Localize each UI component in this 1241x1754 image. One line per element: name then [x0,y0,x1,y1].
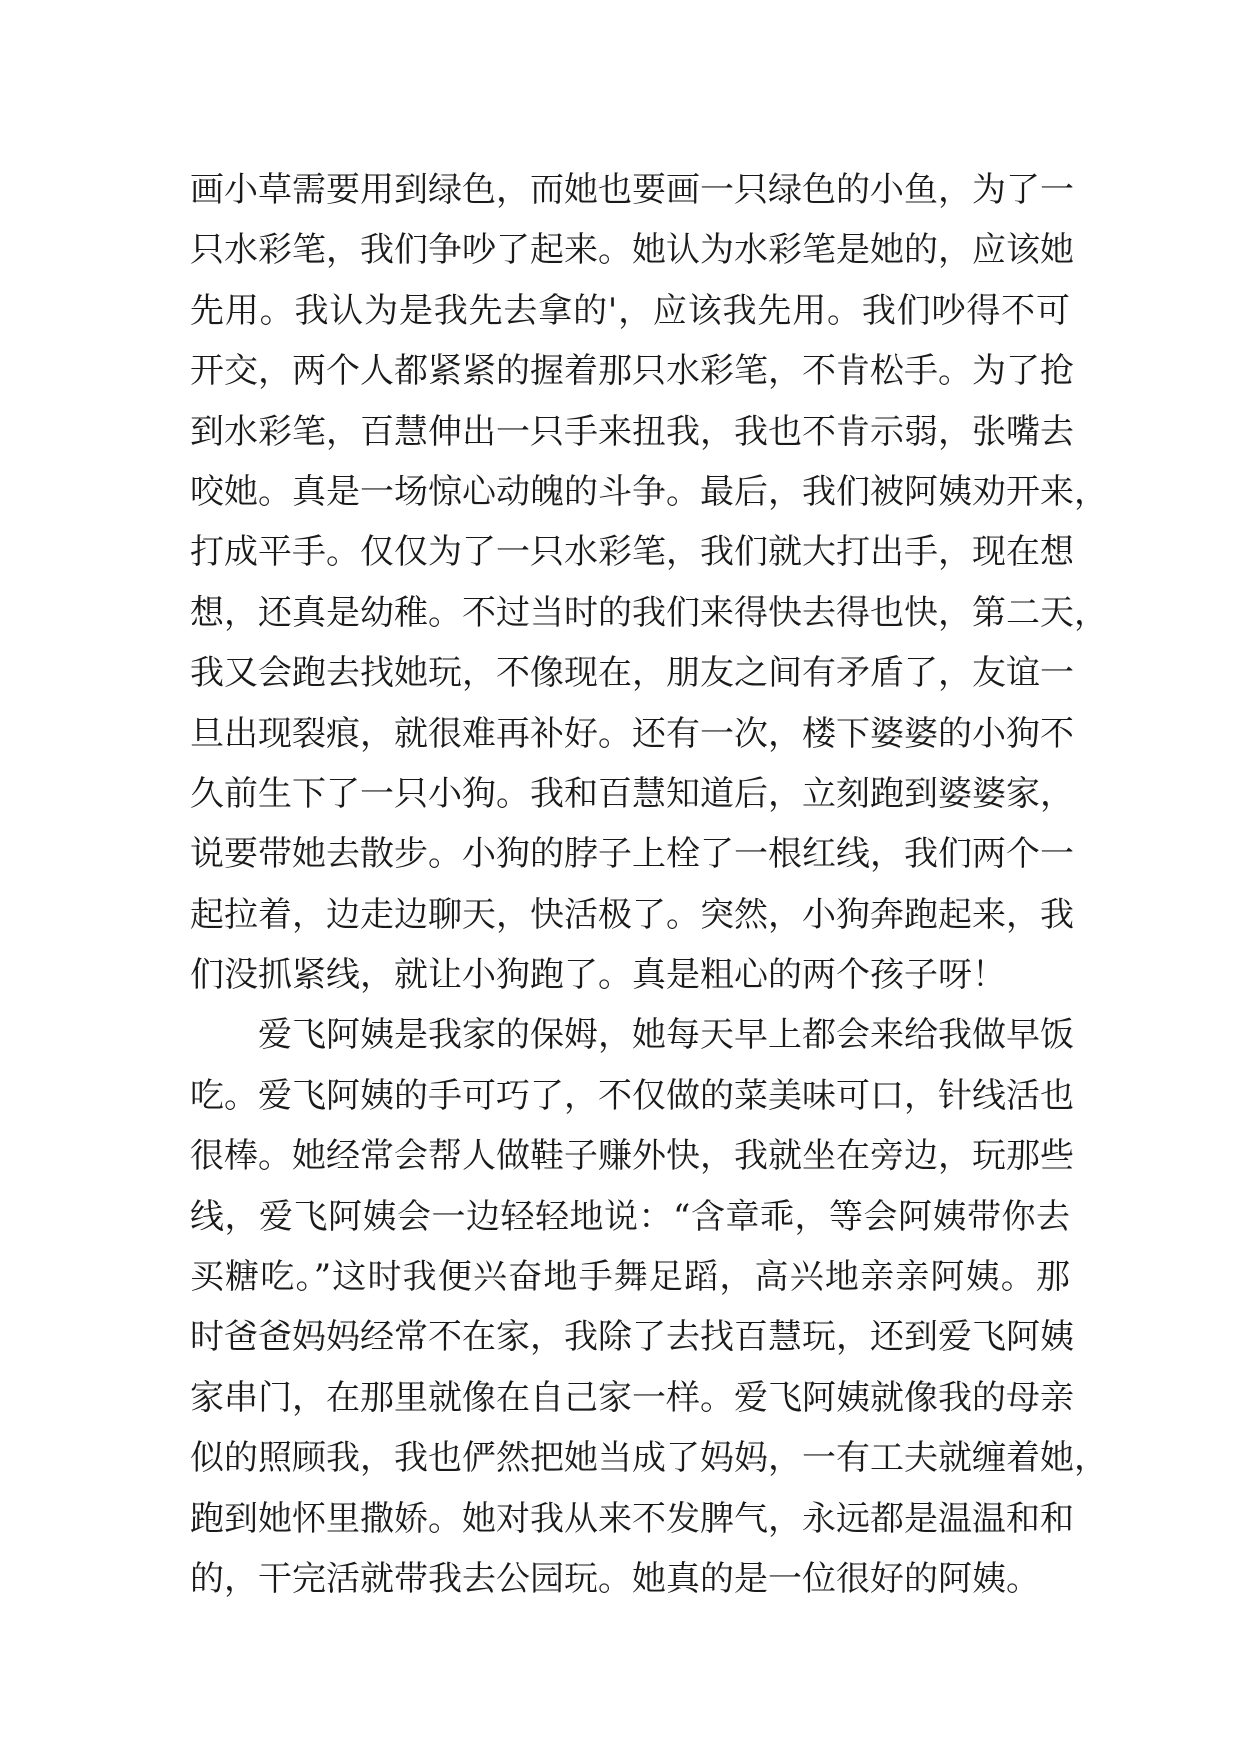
text-line: 的，干完活就带我去公园玩。她真的是一位很好的阿姨。 [190,1558,1040,1599]
text-line: 们没抓紧线，就让小狗跑了。真是粗心的两个孩子呀！ [190,955,1006,996]
text-line: 吃。爱飞阿姨的手可巧了，不仅做的菜美味可口，针线活也 [190,1075,1074,1116]
text-line: 打成平手。仅仅为了一只水彩笔，我们就大打出手，现在想 [190,532,1074,573]
text-line: 画小草需要用到绿色，而她也要画一只绿色的小鱼，为了一 [190,170,1074,210]
text-line: 说要带她去散步。小狗的脖子上栓了一根红线，我们两个一 [190,834,1074,875]
text-line: 想，还真是幼稚。不过当时的我们来得快去得也快，第二天， [190,592,1108,633]
body-text [190,160,1108,1609]
text-line: 买糖吃。”这时我便兴奋地手舞足蹈，高兴地亲亲阿姨。那 [190,1257,1070,1298]
text-line: 爱飞阿姨是我家的保姆，她每天早上都会来给我做早饭 [258,1015,1074,1056]
text-line: 跑到她怀里撒娇。她对我从来不发脾气，永远都是温温和和 [190,1498,1074,1539]
text-line: 很棒。她经常会帮人做鞋子赚外快，我就坐在旁边，玩那些 [190,1136,1074,1177]
text-line: 家串门，在那里就像在自己家一样。爱飞阿姨就像我的母亲 [190,1377,1074,1418]
text-line: 只水彩笔，我们争吵了起来。她认为水彩笔是她的，应该她 [190,230,1074,271]
text-line: 旦出现裂痕，就很难再补好。还有一次，楼下婆婆的小狗不 [190,713,1074,754]
text-line: 时爸爸妈妈经常不在家，我除了去找百慧玩，还到爱飞阿姨 [190,1317,1074,1358]
text-line: 开交，两个人都紧紧的握着那只水彩笔，不肯松手。为了抢 [190,351,1074,392]
text-line: 久前生下了一只小狗。我和百慧知道后，立刻跑到婆婆家， [190,773,1074,814]
text-line: 起拉着，边走边聊天，快活极了。突然，小狗奔跑起来，我 [190,894,1074,935]
text-line: 先用。我认为是我先去拿的'，应该我先用。我们吵得不可 [190,290,1070,331]
text-line: 线，爱飞阿姨会一边轻轻地说：“含章乖，等会阿姨带你去 [190,1196,1070,1237]
text-line: 似的照顾我，我也俨然把她当成了妈妈，一有工夫就缠着她， [190,1438,1108,1479]
text-line: 到水彩笔，百慧伸出一只手来扭我，我也不肯示弱，张嘴去 [190,411,1074,452]
text-line: 我又会跑去找她玩，不像现在，朋友之间有矛盾了，友谊一 [190,653,1074,694]
text-line: 咬她。真是一场惊心动魄的斗争。最后，我们被阿姨劝开来， [190,471,1108,512]
